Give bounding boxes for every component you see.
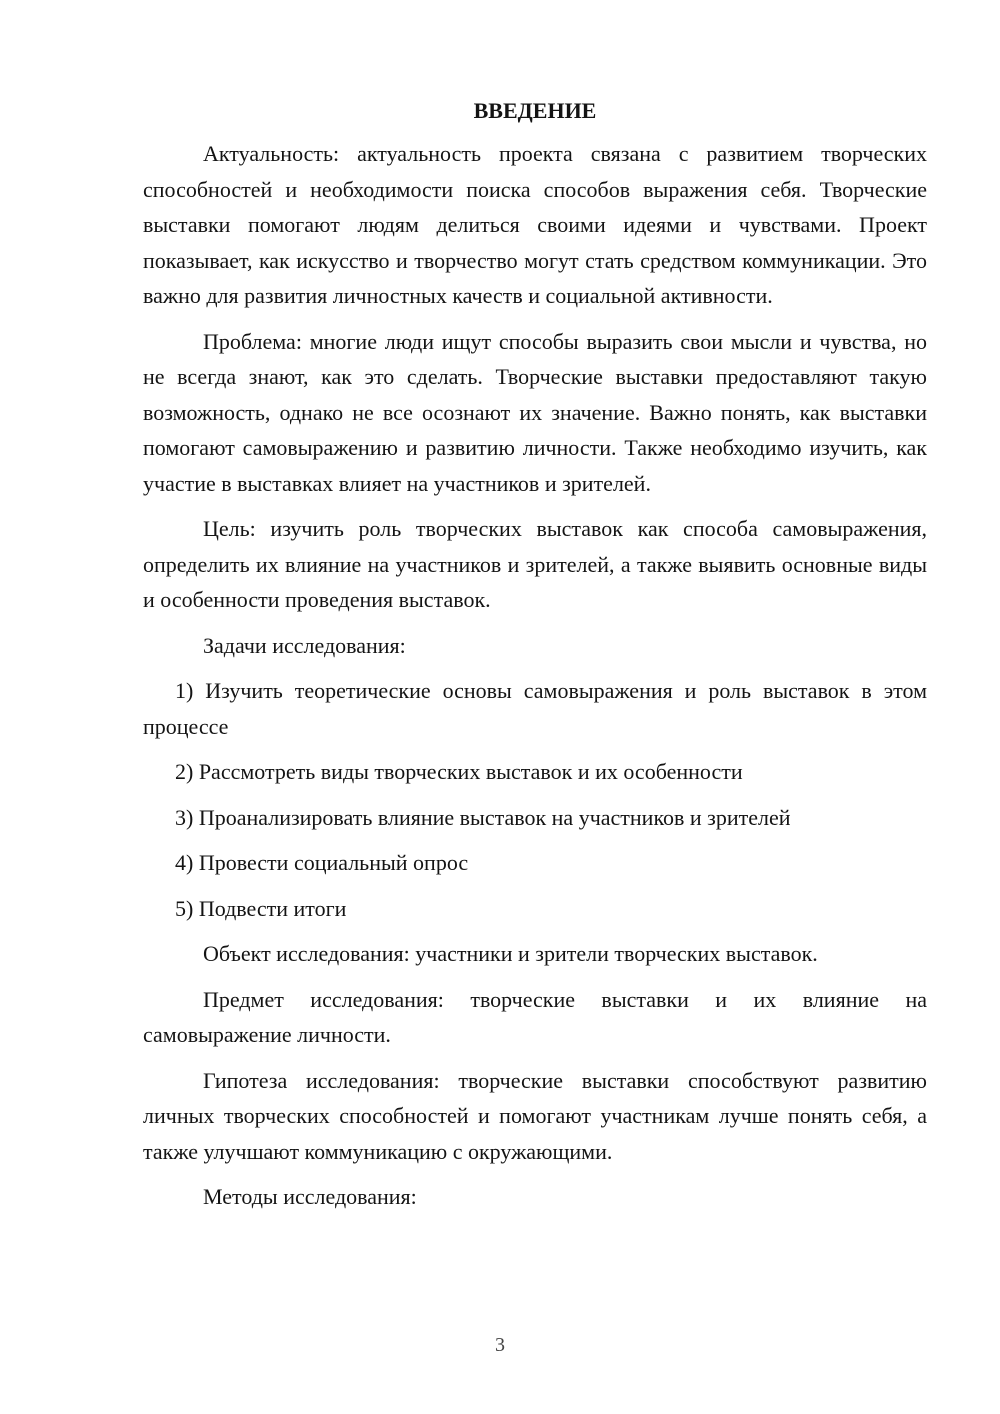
task-item-5: 5) Подвести итоги <box>175 895 347 921</box>
task-item-2: 2) Рассмотреть виды творческих выставок и их особенности <box>175 759 743 784</box>
paragraph-relevance: Актуальность: актуальность проекта связана с развитием творческих способностей и необходимости поиска способов выражения себя. Творческие выставки помогают людям делиться своими идеями и чувствами. Проект показывает, как искусство и творчество могут стать средством коммуникации. Это важно для развития личностных качеств и социальной активности. <box>143 141 927 308</box>
paragraph-object: Объект исследования: участники и зрители творческих выставок. <box>203 941 818 966</box>
paragraph-problem: Проблема: многие люди ищут способы выразить свои мысли и чувства, но не всегда знают, как это сделать. Творческие выставки предоставляют такую возможность, однако не все осознают их значение. Важно понять, как выставки помогают самовыражению и развитию личности. Также необходимо изучить, как участие в выставках влияет на участников и зрителей. <box>143 328 927 496</box>
paragraph-subject: Предмет исследования: творческие выставки и их влияние на самовыражение личности. <box>143 986 927 1047</box>
paragraph-hypothesis: Гипотеза исследования: творческие выставки способствуют развитию личных творческих способностей и помогают участникам лучше понять себя, а также улучшают коммуникацию с окружающими. <box>143 1067 927 1164</box>
section-title: ВВЕДЕНИЕ <box>473 98 597 123</box>
page-number: 3 <box>495 1334 505 1356</box>
document-page <box>143 96 927 1225</box>
task-item-4: 4) Провести социальный опрос <box>175 850 469 875</box>
task-item-1: 1) Изучить теоретические основы самовыражения и роль выставок в этом процессе <box>143 678 927 739</box>
task-item-3: 3) Проанализировать влияние выставок на участников и зрителей <box>175 804 791 830</box>
paragraph-tasks-heading: Задачи исследования: <box>203 632 406 658</box>
paragraph-methods-heading: Методы исследования: <box>203 1184 417 1209</box>
paragraph-goal: Цель: изучить роль творческих выставок как способа самовыражения, определить их влияние на участников и зрителей, а также выявить основные виды и особенности проведения выставок. <box>143 516 927 612</box>
